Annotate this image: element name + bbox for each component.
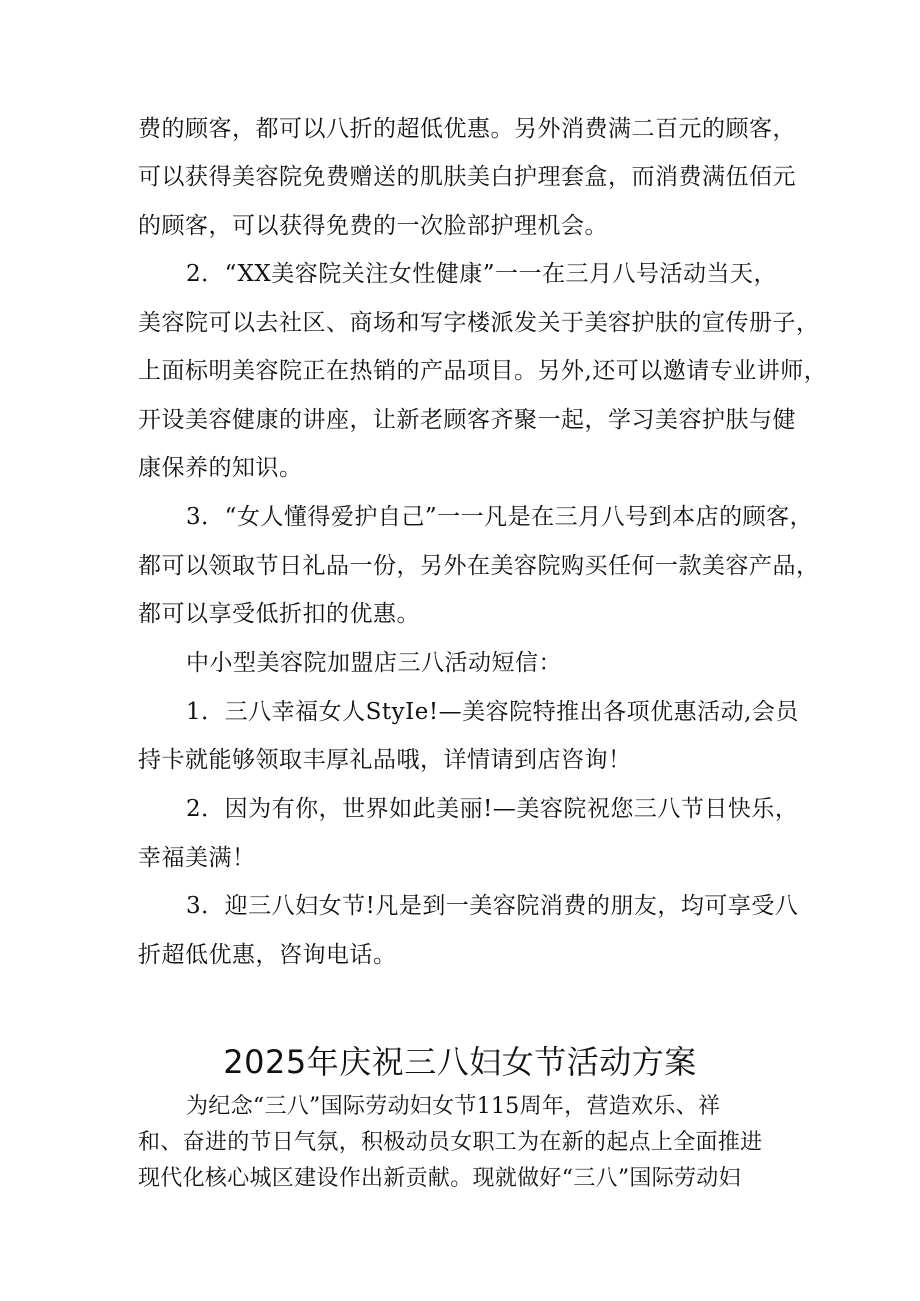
paragraph-line: 3．迎三八妇女节!凡是到一美容院消费的朋友，均可享受八	[186, 893, 799, 919]
paragraph-line: 都可以领取节日礼品一份，另外在美容院购买任何一款美容产品，	[138, 553, 820, 579]
paragraph-line: 3．“女人懂得爱护自己”一一凡是在三月八号到本店的顾客，	[186, 504, 814, 530]
paragraph-line: 2．“XX美容院关注女性健康”一一在三月八号活动当天，	[186, 261, 778, 287]
paragraph-line: 现代化核心城区建设作出新贡献。现就做好“三八”国际劳动妇	[138, 1166, 741, 1191]
paragraph-line: 为纪念“三八”国际劳动妇女节115周年，营造欢乐、祥	[186, 1094, 721, 1119]
paragraph-line: 和、奋进的节日气氛，积极动员女职工为在新的起点上全面推进	[138, 1130, 763, 1155]
paragraph-line: 中小型美容院加盟店三八活动短信：	[186, 650, 562, 676]
paragraph-line: 幸福美满！	[138, 845, 256, 871]
paragraph-line: 2．因为有你，世界如此美丽!—美容院祝您三八节日快乐，	[186, 796, 799, 822]
paragraph-line: 费的顾客，都可以八折的超低优惠。另外消费满二百元的顾客，	[138, 116, 796, 142]
paragraph-line: 上面标明美容院正在热销的产品项目。另外,还可以邀请专业讲师，	[138, 358, 828, 384]
paragraph-line: 折超低优惠，咨询电话。	[138, 942, 397, 968]
paragraph-line: 可以获得美容院免费赠送的肌肤美白护理套盒，而消费满伍佰元	[138, 164, 796, 190]
paragraph-line: 都可以享受低折扣的优惠。	[138, 601, 420, 627]
paragraph-line: 持卡就能够领取丰厚礼品哦，详情请到店咨询！	[138, 747, 632, 773]
paragraph-line: 1．三八幸福女人StyIe!—美容院特推出各项优惠活动,会员	[186, 699, 799, 725]
paragraph-line: 的顾客，可以获得免费的一次脸部护理机会。	[138, 213, 608, 239]
paragraph-line: 美容院可以去社区、商场和写字楼派发关于美容护肤的宣传册子，	[138, 310, 820, 336]
paragraph-line: 康保养的知识。	[138, 455, 303, 481]
paragraph-line: 开设美容健康的讲座，让新老顾客齐聚一起，学习美容护肤与健	[138, 407, 796, 433]
section-title: 2025年庆祝三八妇女节活动方案	[223, 1043, 697, 1081]
